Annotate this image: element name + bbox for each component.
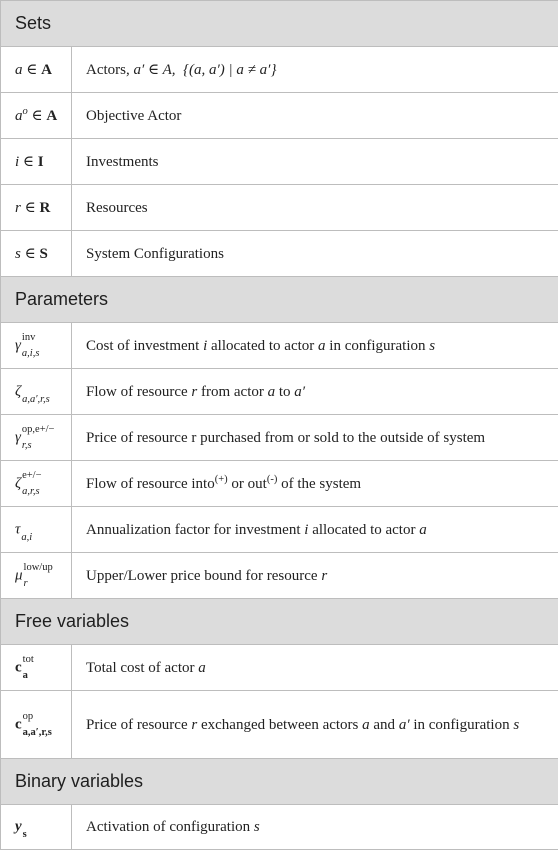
- description-math: {(a, a′) | a ≠ a′}: [183, 61, 277, 78]
- table-row: [1, 369, 558, 415]
- symbol-cell: $a^o$ ∈ A: [1, 93, 72, 139]
- table-row: [1, 323, 558, 369]
- table-row: [1, 139, 558, 185]
- description-text: Actors,: [86, 61, 130, 78]
- description-cell: System Configurations: [72, 231, 558, 277]
- symbol-cell: ζ e+/− a,r,s: [1, 461, 72, 507]
- table-row: [1, 415, 558, 461]
- table-row: [1, 691, 558, 759]
- section-parameters: [1, 277, 558, 323]
- description-cell: Annualization factor for investment i allocated to actor a: [72, 507, 558, 553]
- symbol-cell: a ∈ A: [1, 47, 72, 93]
- symbol-cell: γ op,e+/− r,s: [1, 415, 72, 461]
- section-free-variables: [1, 599, 558, 645]
- table-row: [1, 805, 558, 850]
- description-cell: Flow of resource into(+) or out(-) of the system: [72, 461, 558, 507]
- description-cell: Total cost of actor a: [72, 645, 558, 691]
- description-cell: Flow of resource r from actor a to a′: [72, 369, 558, 415]
- section-binary-variables: [1, 759, 558, 805]
- description-cell: Price of resource r exchanged between actors a and a′ in configuration s: [72, 691, 558, 759]
- symbol-cell: i ∈ I: [1, 139, 72, 185]
- table-row: [1, 507, 558, 553]
- table-row: [1, 231, 558, 277]
- section-title: Parameters: [1, 277, 558, 323]
- section-title: Free variables: [1, 599, 558, 645]
- symbol-cell: ζ a,a′,r,s: [1, 369, 72, 415]
- section-title: Sets: [1, 1, 558, 47]
- description-cell: [72, 47, 558, 93]
- symbol-cell: r ∈ R: [1, 185, 72, 231]
- symbol-cell: γ inv a,i,s: [1, 323, 72, 369]
- description-cell: Resources: [72, 185, 558, 231]
- table-row: [1, 553, 558, 599]
- table-row: [1, 47, 558, 93]
- symbol-cell: τ a,i: [1, 507, 72, 553]
- symbol-cell: c tot a: [1, 645, 72, 691]
- symbol-cell: μ low/up r: [1, 553, 72, 599]
- description-cell: Price of resource r purchased from or sold to the outside of system: [72, 415, 558, 461]
- description-cell: Objective Actor: [72, 93, 558, 139]
- table-row: [1, 461, 558, 507]
- table-row: [1, 93, 558, 139]
- description-cell: Investments: [72, 139, 558, 185]
- table-row: [1, 185, 558, 231]
- symbol-cell: y s: [1, 805, 72, 850]
- description-cell: Cost of investment i allocated to actor a in configuration s: [72, 323, 558, 369]
- section-sets: [1, 1, 558, 47]
- symbol-cell: s ∈ S: [1, 231, 72, 277]
- description-cell: Upper/Lower price bound for resource r: [72, 553, 558, 599]
- section-title: Binary variables: [1, 759, 558, 805]
- table-row: [1, 645, 558, 691]
- description-math: a′ ∈ A,: [133, 61, 176, 78]
- description-cell: Activation of configuration s: [72, 805, 558, 850]
- symbol-cell: c op a,a′,r,s: [1, 691, 72, 759]
